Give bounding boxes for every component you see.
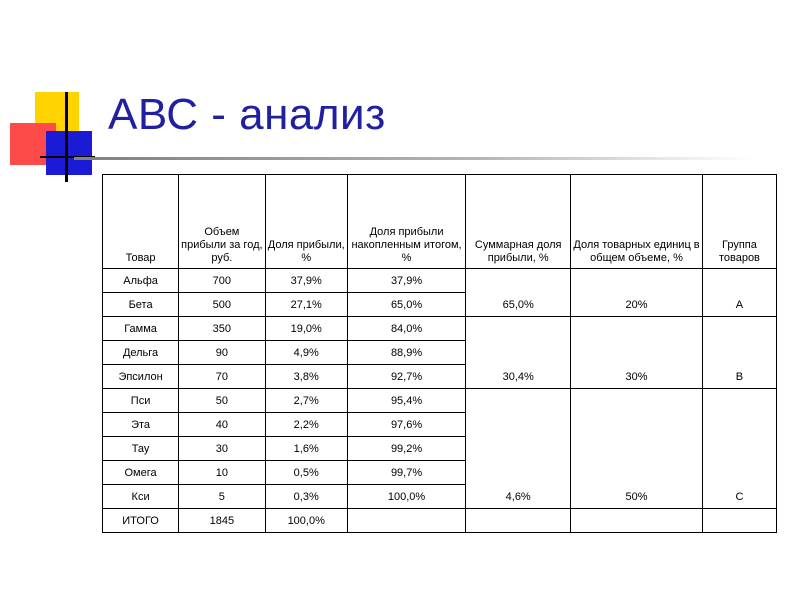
- cell-cumulative: 99,2%: [347, 437, 465, 461]
- cell-empty: [466, 509, 571, 533]
- cell-share: 27,1%: [265, 293, 347, 317]
- decor-square-blue: [46, 131, 92, 175]
- cell-volume: 700: [179, 269, 265, 293]
- cell-product: Эпсилон: [103, 365, 179, 389]
- table-total-row: [103, 509, 777, 533]
- cell-product: Пси: [103, 389, 179, 413]
- cell-units-share-group-c: 50%: [571, 389, 703, 509]
- header-profit-volume: Объем прибыли за год, руб.: [179, 175, 265, 269]
- header-product: Товар: [103, 175, 179, 269]
- cell-empty: [702, 509, 776, 533]
- cell-volume: 50: [179, 389, 265, 413]
- cell-product: Бета: [103, 293, 179, 317]
- cell-volume: 350: [179, 317, 265, 341]
- cell-volume: 70: [179, 365, 265, 389]
- header-cumulative-share: Доля прибыли накопленным итогом, %: [347, 175, 465, 269]
- cell-cumulative: 92,7%: [347, 365, 465, 389]
- cell-cumulative: 65,0%: [347, 293, 465, 317]
- cell-product: Альфа: [103, 269, 179, 293]
- cell-cumulative: 100,0%: [347, 485, 465, 509]
- cell-total-share: 100,0%: [265, 509, 347, 533]
- cell-volume: 10: [179, 461, 265, 485]
- cell-share: 2,2%: [265, 413, 347, 437]
- cell-product: Кси: [103, 485, 179, 509]
- cell-volume: 500: [179, 293, 265, 317]
- cell-cumulative: 84,0%: [347, 317, 465, 341]
- cell-total-label: ИТОГО: [103, 509, 179, 533]
- cell-cumulative: 95,4%: [347, 389, 465, 413]
- abc-analysis-table: [102, 174, 777, 533]
- cell-share: 4,9%: [265, 341, 347, 365]
- title-underline: [74, 157, 754, 160]
- cell-share: 37,9%: [265, 269, 347, 293]
- cell-share: 0,5%: [265, 461, 347, 485]
- header-units-share: Доля товарных единиц в общем объеме, %: [571, 175, 703, 269]
- header-sum-share: Суммарная доля прибыли, %: [466, 175, 571, 269]
- cell-volume: 5: [179, 485, 265, 509]
- decor-vertical-line: [65, 92, 68, 182]
- cell-group-a: A: [702, 269, 776, 317]
- cell-empty: [347, 509, 465, 533]
- slide-title: АВС - анализ: [108, 90, 386, 139]
- table-row: [103, 317, 777, 341]
- cell-product: Омега: [103, 461, 179, 485]
- cell-group-b: B: [702, 317, 776, 389]
- cell-volume: 30: [179, 437, 265, 461]
- cell-total-volume: 1845: [179, 509, 265, 533]
- cell-share: 1,6%: [265, 437, 347, 461]
- cell-share: 0,3%: [265, 485, 347, 509]
- cell-product: Эта: [103, 413, 179, 437]
- header-profit-share: Доля прибыли, %: [265, 175, 347, 269]
- cell-units-share-group-a: 20%: [571, 269, 703, 317]
- table-header-row: [103, 175, 777, 269]
- table-row: [103, 269, 777, 293]
- cell-cumulative: 37,9%: [347, 269, 465, 293]
- cell-product: Дельга: [103, 341, 179, 365]
- cell-cumulative: 88,9%: [347, 341, 465, 365]
- cell-sum-share-group-b: 30,4%: [466, 317, 571, 389]
- cell-units-share-group-b: 30%: [571, 317, 703, 389]
- cell-volume: 90: [179, 341, 265, 365]
- cell-cumulative: 97,6%: [347, 413, 465, 437]
- cell-product: Тау: [103, 437, 179, 461]
- cell-sum-share-group-c: 4,6%: [466, 389, 571, 509]
- cell-cumulative: 99,7%: [347, 461, 465, 485]
- cell-share: 19,0%: [265, 317, 347, 341]
- cell-empty: [571, 509, 703, 533]
- cell-volume: 40: [179, 413, 265, 437]
- cell-share: 2,7%: [265, 389, 347, 413]
- cell-group-c: C: [702, 389, 776, 509]
- header-group: Группа товаров: [702, 175, 776, 269]
- cell-product: Гамма: [103, 317, 179, 341]
- cell-share: 3,8%: [265, 365, 347, 389]
- cell-sum-share-group-a: 65,0%: [466, 269, 571, 317]
- table-row: [103, 389, 777, 413]
